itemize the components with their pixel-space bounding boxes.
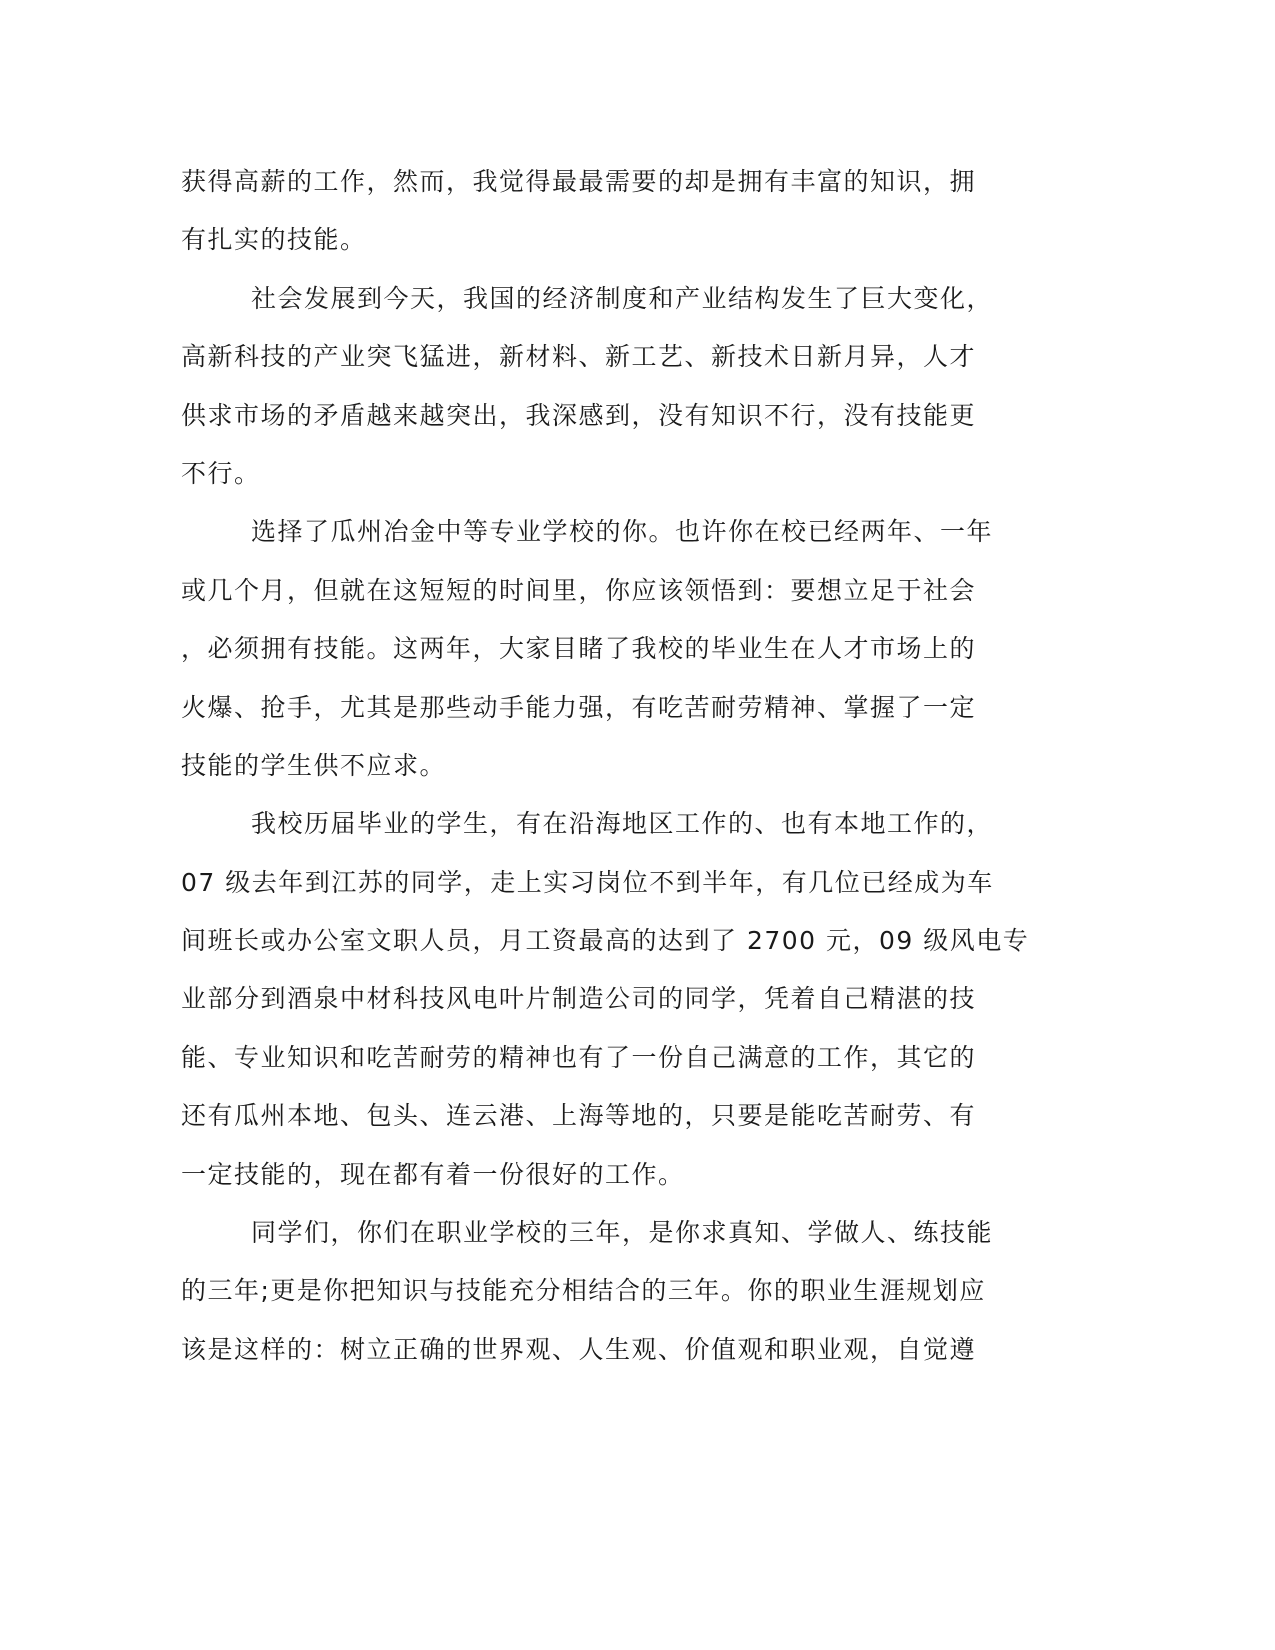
text-line: 高新科技的产业突飞猛进，新材料、新工艺、新技术日新月异，人才 bbox=[181, 342, 977, 372]
paragraph-start-line: 我校历届毕业的学生，有在沿海地区工作的、也有本地工作的， bbox=[251, 809, 994, 839]
text-line: 间班长或办公室文职人员，月工资最高的达到了 2700 元，09 级风电专 bbox=[181, 926, 1030, 956]
paragraph-start-line: 社会发展到今天，我国的经济制度和产业结构发生了巨大变化， bbox=[251, 283, 994, 313]
text-line: 或几个月，但就在这短短的时间里，你应该领悟到：要想立足于社会 bbox=[181, 575, 977, 605]
text-line: 获得高薪的工作，然而，我觉得最最需要的却是拥有丰富的知识，拥 bbox=[181, 167, 977, 196]
text-line: 该是这样的：树立正确的世界观、人生观、价值观和职业观，自觉遵 bbox=[181, 1334, 977, 1364]
text-line: 供求市场的矛盾越来越突出，我深感到，没有知识不行，没有技能更 bbox=[181, 400, 977, 430]
paragraph-start-line: 同学们，你们在职业学校的三年，是你求真知、学做人、练技能 bbox=[251, 1218, 994, 1248]
paragraph-start-line: 选择了瓜州冶金中等专业学校的你。也许你在校已经两年、一年 bbox=[251, 517, 994, 547]
document-body bbox=[181, 153, 1030, 1379]
text-line: 一定技能的，现在都有着一份很好的工作。 bbox=[181, 1159, 685, 1189]
text-line: 业部分到酒泉中材科技风电叶片制造公司的同学，凭着自己精湛的技 bbox=[181, 984, 977, 1014]
text-line: 火爆、抢手，尤其是那些动手能力强，有吃苦耐劳精神、掌握了一定 bbox=[181, 692, 977, 722]
text-line: 能、专业知识和吃苦耐劳的精神也有了一份自己满意的工作，其它的 bbox=[181, 1042, 977, 1072]
text-line: 有扎实的技能。 bbox=[181, 225, 367, 255]
text-line: 技能的学生供不应求。 bbox=[181, 750, 447, 780]
text-line: ，必须拥有技能。这两年，大家目睹了我校的毕业生在人才市场上的 bbox=[181, 634, 977, 664]
text-line: 的三年;更是你把知识与技能充分相结合的三年。你的职业生涯规划应 bbox=[181, 1276, 986, 1306]
text-line: 还有瓜州本地、包头、连云港、上海等地的，只要是能吃苦耐劳、有 bbox=[181, 1101, 977, 1131]
text-line: 不行。 bbox=[181, 458, 261, 488]
text-line: 07 级去年到江苏的同学，走上实习岗位不到半年，有几位已经成为车 bbox=[181, 867, 994, 897]
